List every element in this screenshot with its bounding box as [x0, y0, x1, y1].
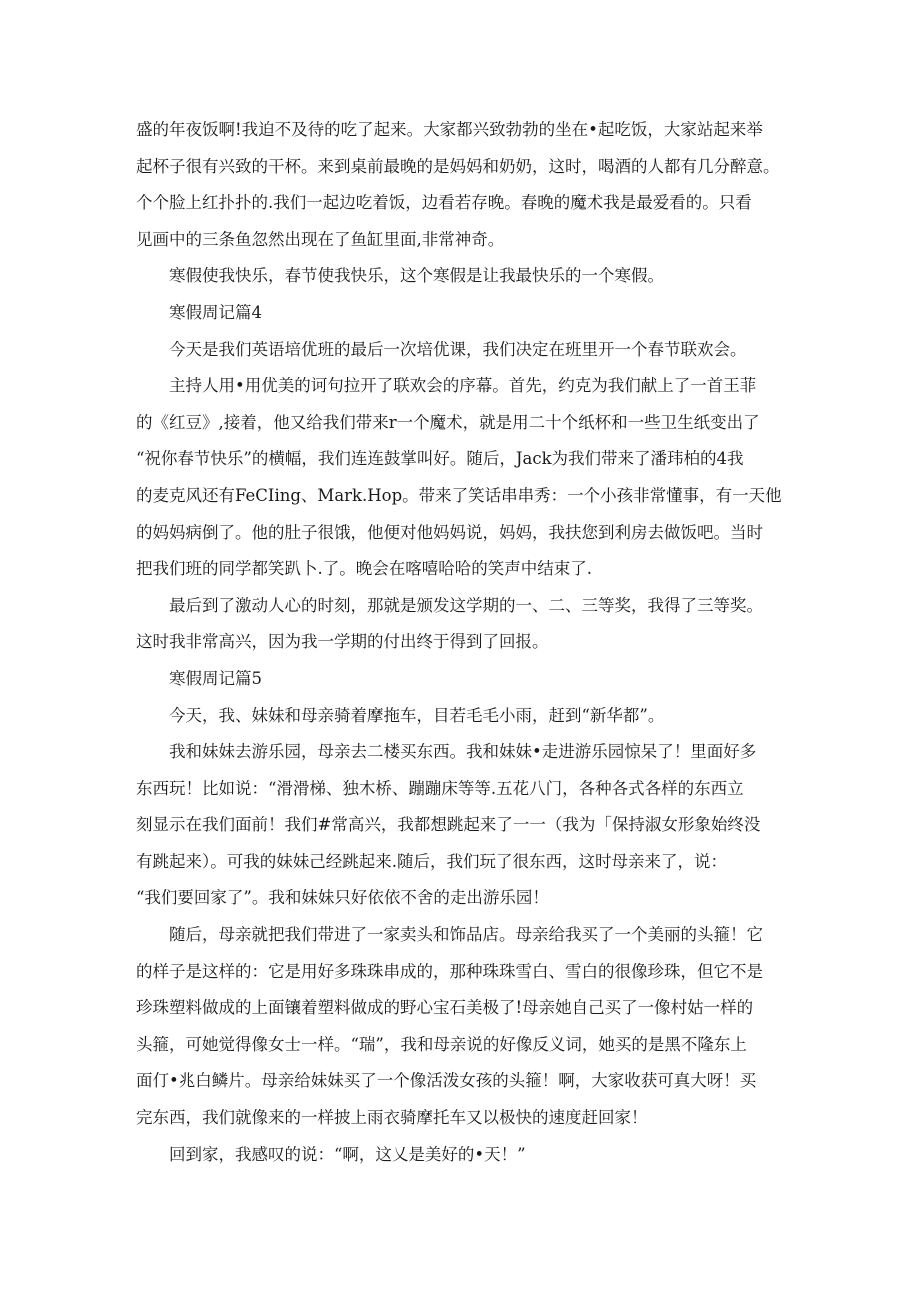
text-line: 最后到了激动人心的时刻，那就是颁发这学期的一、二、三等奖，我得了三等奖。: [169, 595, 763, 615]
text-line: 面仃•兆白鳞片。母亲给妹妹买了一个像活泼女孩的头箍！啊，大家收获可真大呀！买: [136, 1071, 757, 1091]
text-line: “祝你春节快乐”的横幅，我们连连鼓掌叫好。随后，Jack为我们带来了潘玮柏的4我: [136, 449, 744, 469]
text-line: 这时我非常高兴，因为我一学期的付出终于得到了回报。: [136, 632, 549, 652]
text-line: 完东西，我们就像来的一样披上雨衣骑摩托车又以极快的速度赶回家！: [136, 1108, 648, 1128]
text-line: 刻显示在我们面前！我们#常高兴，我都想跳起来了一一（我为「保持淑女形象始终没: [136, 815, 761, 835]
text-line: 随后，母亲就把我们带进了一家卖头和饰品店。母亲给我买了一个美丽的头箍！它: [169, 925, 763, 945]
text-line: 回到家，我感叹的说：“啊，这乂是美好的•天！”: [169, 1144, 526, 1164]
text-line: 有跳起来）。可我的妹妹己经跳起来.随后，我们玩了很东西，这时母亲来了，说：: [136, 851, 727, 871]
text-line: 头箍，可她觉得像女士一样。“瑞”，我和母亲说的好像反义词，她买的是黑不隆东上: [136, 1034, 747, 1054]
text-line: 个个脸上红扑扑的.我们一起边吃着饭，边看若存晚。春晚的魔术我是最爱看的。只看: [136, 193, 752, 213]
text-line: 今天，我、妹妹和母亲骑着摩拖车，目若毛毛小雨，赶到“新华都”。: [169, 705, 665, 725]
text-line: 把我们班的同学都笑趴卜.了。晚会在喀嘻哈哈的笑声中结束了.: [136, 559, 592, 579]
section-heading: 寒假周记篇4: [169, 302, 262, 322]
text-line: 见画中的三条鱼忽然出现在了鱼缸里面,非常神奇。: [136, 229, 505, 249]
text-line: 盛的年夜饭啊!我迫不及待的吃了起来。大家都兴致勃勃的坐在•起吃饭，大家站起来举: [136, 120, 763, 139]
text-line: 的麦克风还有FeCIing、Mark.Hop。带来了笑话串串秀：一个小孩非常懂事，有一天他: [136, 485, 782, 505]
section-heading: 寒假周记篇5: [169, 668, 262, 688]
text-line: 的样子是这样的：它是用好多珠珠串成的，那种珠珠雪白、雪白的很像珍珠，但它不是: [136, 961, 763, 981]
text-line: 我和妹妹去游乐园，母亲去二楼买东西。我和妹妹•走进游乐园惊呆了！里面好多: [169, 742, 757, 762]
text-line: 东西玩！比如说：“滑滑梯、独木桥、蹦蹦床等等.五花八门，各种各式各样的东西立: [136, 778, 744, 798]
text-line: 起杯子很有兴致的干杯。来到桌前最晚的是妈妈和奶奶，这时，喝酒的人都有几分醉意。: [136, 156, 780, 176]
document-body: [136, 112, 784, 1173]
text-line: 的《红豆》,接着，他又给我们带来r一个魔术，就是用二十个纸杯和一些卫生纸变出了: [136, 412, 760, 432]
text-line: 的妈妈病倒了。他的肚子很饿，他便对他妈妈说，妈妈，我扶您到利房去做饭吧。当时: [136, 522, 763, 542]
text-line: 寒假使我快乐，春节使我快乐，这个寒假是让我最快乐的一个寒假。: [169, 266, 664, 286]
text-line: 主持人用•用优美的诃句拉开了联欢会的序幕。首先，约克为我们献上了一首王菲: [169, 376, 757, 396]
text-line: “我们要回家了”。我和妹妹只好依依不舍的走出游乐园！: [136, 888, 549, 908]
text-line: 今天是我们英语培优班的最后一次培优课，我们决定在班里开一个春节联欢会。: [169, 339, 747, 359]
text-line: 珍珠塑料做成的上面镶着塑料做成的野心宝石美极了!母亲她自己买了一像村姑一样的: [136, 998, 754, 1018]
